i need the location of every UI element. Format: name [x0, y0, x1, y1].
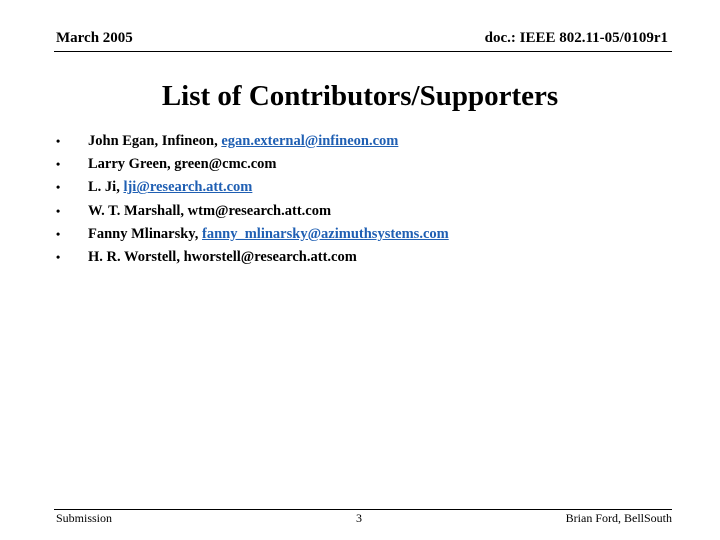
email-link[interactable]: fanny_mlinarsky@azimuthsystems.com — [202, 225, 449, 242]
footer-submission: Submission — [56, 511, 113, 525]
header-divider — [54, 51, 672, 52]
contributor-text: H. R. Worstell, hworstell@research.att.com — [88, 248, 357, 265]
contributor-text: L. Ji, — [88, 179, 124, 196]
footer-author: Brian Ford, BellSouth — [565, 511, 672, 525]
page-number: 3 — [356, 511, 362, 525]
header-date: March 2005 — [56, 30, 133, 46]
slide-title: List of Contributors/Supporters — [161, 80, 559, 112]
bullet-icon: • — [56, 203, 61, 218]
contributor-text: W. T. Marshall, wtm@research.att.com — [88, 202, 332, 219]
bullet-icon: • — [56, 249, 61, 264]
bullet-icon: • — [56, 134, 61, 148]
bullet-icon: • — [56, 226, 61, 241]
contributor-text: John Egan, Infineon, — [88, 133, 222, 149]
bullet-icon: • — [56, 157, 61, 172]
email-link[interactable]: lji@research.att.com — [123, 179, 253, 196]
header-doc-id: doc.: IEEE 802.11-05/0109r1 — [484, 30, 668, 46]
bullet-icon: • — [56, 180, 61, 195]
contributor-text: Larry Green, green@cmc.com — [88, 156, 277, 173]
footer-divider — [54, 509, 672, 510]
contributor-text: Fanny Mlinarsky, — [88, 225, 203, 242]
email-link[interactable]: egan.external@infineon.com — [221, 133, 399, 149]
